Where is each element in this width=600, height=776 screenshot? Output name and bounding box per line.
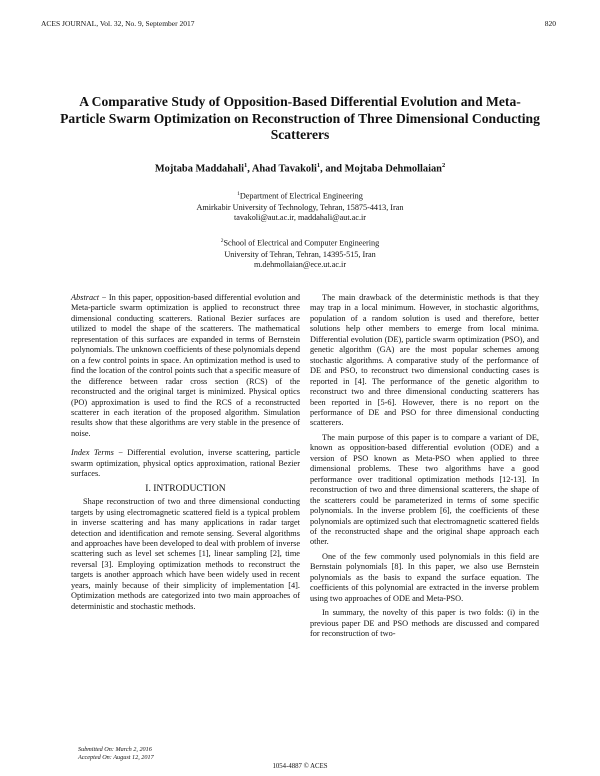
- page-number: 820: [544, 19, 556, 28]
- section-heading: I. INTRODUCTION: [145, 482, 226, 494]
- abstract-text: In this paper, opposition-based differential evolution and Meta-particle swarm optimization is applied to reconstruct three dimensional conducting scatterers. Rational Bezier surfaces are utilized to model the shape of the scatterers. The mathematical representation of this surfaces are expanded in terms of Bernstein polynomials. The unknown coefficients of these polynomials depend on a few control points in space. An optimization method is used to find the location of the control points such that a specific measure of the difference between radar cross section (RCS) of the reconstructed and the original target is minimized. Physical optics (PO) approximation is used to find the RCS of a reconstructed scatterer in each iteration of the proposed algorithm. Simulation results show that these algorithms are very stable in the presence of noise.: [71, 293, 300, 438]
- right-column: [310, 293, 539, 640]
- author-affil-mark: 1: [244, 162, 248, 169]
- accepted-date: Accepted On: August 12, 2017: [78, 754, 154, 761]
- affiliation-2: [60, 236, 540, 271]
- left-column: [71, 293, 300, 612]
- affiliation-address: University of Tehran, Tehran, 14395-515, Iran: [224, 249, 376, 259]
- journal-header: ACES JOURNAL, Vol. 32, No. 9, September 2017: [41, 19, 195, 28]
- abstract-label: Abstract: [71, 293, 100, 302]
- affiliation-address: Amirkabir University of Technology, Tehran, 15875-4413, Iran: [196, 202, 404, 212]
- paper-title: A Comparative Study of Opposition-Based Differential Evolution and Meta-Particle Swarm Optimization on Reconstruction of Three Dimensional Conducting Scatterers: [60, 94, 540, 142]
- author-name: Mojtaba Maddahali: [154, 163, 245, 175]
- index-terms: [71, 448, 300, 479]
- index-terms-text: Differential evolution, inverse scattering, particle swarm optimization, physical optics approximation, rational Bezier surfaces.: [71, 448, 301, 479]
- submitted-date: Submitted On: March 2, 2016: [78, 746, 152, 753]
- intro-paragraph: Shape reconstruction of two and three dimensional conducting targets by using electromagnetic scattered field is a typical problem in inverse scattering and has many applications in radar target detection and identification and remote sensing. Several algorithms and approaches have been developed to deal with problem of inverse scattering such as level set schemes [1], linear sampling [2], time reversal [3]. Employing optimization methods to reconstruct the targets is another approach which have been widely used in recent years, mainly because of their simplicity of implementation [4]. Optimization methods are categorized into two main approaches of deterministic and stochastic methods.: [71, 497, 300, 611]
- affiliation-mark: 1: [237, 191, 240, 197]
- abstract: [71, 293, 300, 439]
- author-separator: , and: [320, 163, 345, 175]
- body-paragraph: The main drawback of the deterministic methods is that they may trap in a local minimum. However, in stochastic algorithms, population of a random solution is used and therefore, better solutions help other members to emerge from local minima. Differential evolution (DE), particle swarm optimization (PSO), and genetic algorithm (GA) are the most popular schemes among stochastic algorithms. A comparative study of the performance of DE and PSO, to reconstruct two dimensional conducting cases is reported in [4]. The performance of the genetic algorithm to reconstruct two and three dimensional conducting scatterers has been reported in [5-6]. However, there is no report on the performance of DE and PSO for three dimensional conducting scatterers.: [310, 293, 539, 428]
- author-affil-mark: 1: [316, 162, 321, 169]
- issn-footer: 1054-4887 © ACES: [272, 763, 328, 770]
- author-name: Ahad Tavakoli: [251, 163, 317, 175]
- author-list: [60, 162, 540, 174]
- affiliation-dept: Department of Electrical Engineering: [239, 191, 363, 201]
- affiliation-dept: School of Electrical and Computer Engineering: [223, 238, 380, 248]
- affiliation-email: m.dehmollaian@ece.ut.ac.ir: [253, 260, 347, 270]
- index-terms-dash: −: [113, 448, 128, 458]
- affiliation-1: [60, 189, 540, 224]
- index-terms-label: Index Terms: [71, 448, 114, 458]
- body-paragraph: The main purpose of this paper is to compare a variant of DE, known as opposition-based differential evolution (ODE) and a version of PSO known as Meta-PSO when applied to three dimensional problems. These two algorithms have a good performance over traditional optimization methods [12-13]. In reconstruction of two and three dimensional scatterers, the shape of the scatterers could be parameterized in terms of some specific polynomials. In the inverse problem [6], the coefficients of these polynomials are optimized such that electromagnetic scattered fields of the reconstructed shape and the original shape approach each other.: [310, 432, 539, 547]
- affiliation-email: tavakoli@aut.ac.ir, maddahali@aut.ac.ir: [233, 213, 367, 223]
- abstract-dash: −: [99, 293, 107, 302]
- body-paragraph: In summary, the novelty of this paper is two folds: (i) in the previous paper DE and PSO methods are discussed and compared for reconstruction of two-: [310, 608, 539, 639]
- body-paragraph: One of the few commonly used polynomials in this field are Bernstain polynomials [8]. In this paper, we also use Bernstein polynomials as the basis to expand the surface equation. The coefficients of this polynomial are extracted in the inverse problem using two approaches of ODE and Meta-PSO.: [310, 551, 539, 603]
- submission-dates: [78, 746, 154, 762]
- author-separator: ,: [247, 163, 252, 175]
- affiliation-mark: 2: [220, 238, 224, 244]
- author-affil-mark: 2: [441, 162, 446, 169]
- author-name: Mojtaba Dehmollaian: [344, 163, 442, 175]
